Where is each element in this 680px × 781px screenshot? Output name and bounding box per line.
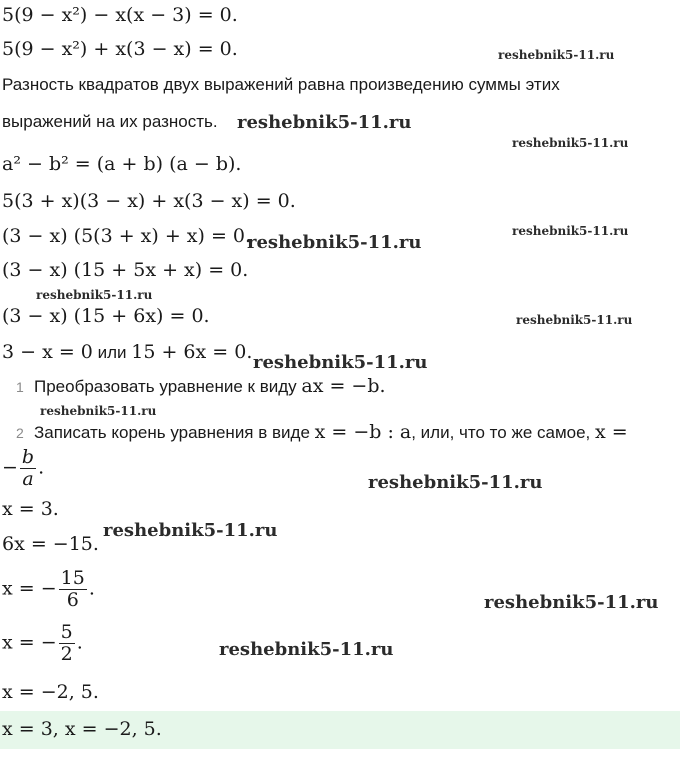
watermark: reshebnik5-11.ru [253,352,428,373]
watermark: reshebnik5-11.ru [368,472,543,493]
equation-line-4: (3 − x) (5(3 + x) + x) = 0. [2,225,252,247]
step-math: x = −b : a [314,421,412,443]
watermark: reshebnik5-11.ru [484,592,659,613]
watermark: reshebnik5-11.ru [498,48,615,62]
watermark: reshebnik5-11.ru [103,520,278,541]
fraction-numerator: 15 [60,567,85,589]
fraction-denominator: 6 [66,588,79,611]
watermark: reshebnik5-11.ru [512,136,629,150]
watermark: reshebnik5-11.ru [247,232,422,253]
answer-text: x = 3, x = −2, 5. [2,718,162,740]
fraction [59,622,75,665]
equation-line-5: (3 − x) (15 + 5x + x) = 0. [2,259,249,281]
watermark: reshebnik5-11.ru [512,224,629,238]
equation-line-2: 5(9 − x²) + x(3 − x) = 0. [2,38,238,60]
step-math-2: x = [595,421,628,443]
step-number: 2 [16,425,24,441]
rule-text-line-2: выражений на их разность. [2,112,218,131]
watermark: reshebnik5-11.ru [237,112,412,133]
equation-prefix: x = − [2,631,57,654]
case-2: 15 + 6x = 0. [131,341,253,363]
step-number: 1 [16,379,24,395]
answer-box [0,711,680,749]
watermark: reshebnik5-11.ru [40,404,157,418]
fraction-denominator: 2 [60,642,73,665]
root-2-fraction-b: x = − $\frac{5}{2}$ . [2,621,83,665]
fraction [59,568,87,611]
equation-line-3: 5(3 + x)(3 − x) + x(3 − x) = 0. [2,190,296,212]
watermark: reshebnik5-11.ru [219,639,394,660]
equation-line-7: 6x = −15. [2,533,99,555]
root-2: x = −2, 5. [2,681,99,703]
step-2-fraction: − $\frac{b}{a}$ . [2,446,45,490]
root-1: x = 3. [2,498,59,520]
rule-text-line-1: Разность квадратов двух выражений равна произведению суммы этих [2,75,560,94]
root-2-fraction-a: x = − $\frac{15}{6}$ . [2,567,95,611]
step-2 [16,421,628,443]
step-text: Записать корень уравнения в виде [34,423,315,442]
watermark: reshebnik5-11.ru [36,288,153,302]
step-text: Преобразовать уравнение к виду [34,377,302,396]
equation-line-1: 5(9 − x²) − x(x − 3) = 0. [2,4,238,26]
equation-cases [2,341,252,363]
case-1: 3 − x = 0 [2,341,93,363]
fraction-denominator: a [22,467,34,490]
step-math: ax = −b. [301,375,386,397]
formula-difference-of-squares: a² − b² = (a + b) (a − b). [2,153,242,175]
equation-prefix: x = − [2,577,57,600]
equation-line-6: (3 − x) (15 + 6x) = 0. [2,305,210,327]
fraction [20,447,36,490]
step-text-2: , или, что то же самое, [411,423,595,442]
watermark: reshebnik5-11.ru [516,313,633,327]
or-word: или [92,343,132,362]
fraction-numerator: 5 [60,621,73,643]
fraction-numerator: b [21,446,35,468]
step-1 [16,375,386,397]
